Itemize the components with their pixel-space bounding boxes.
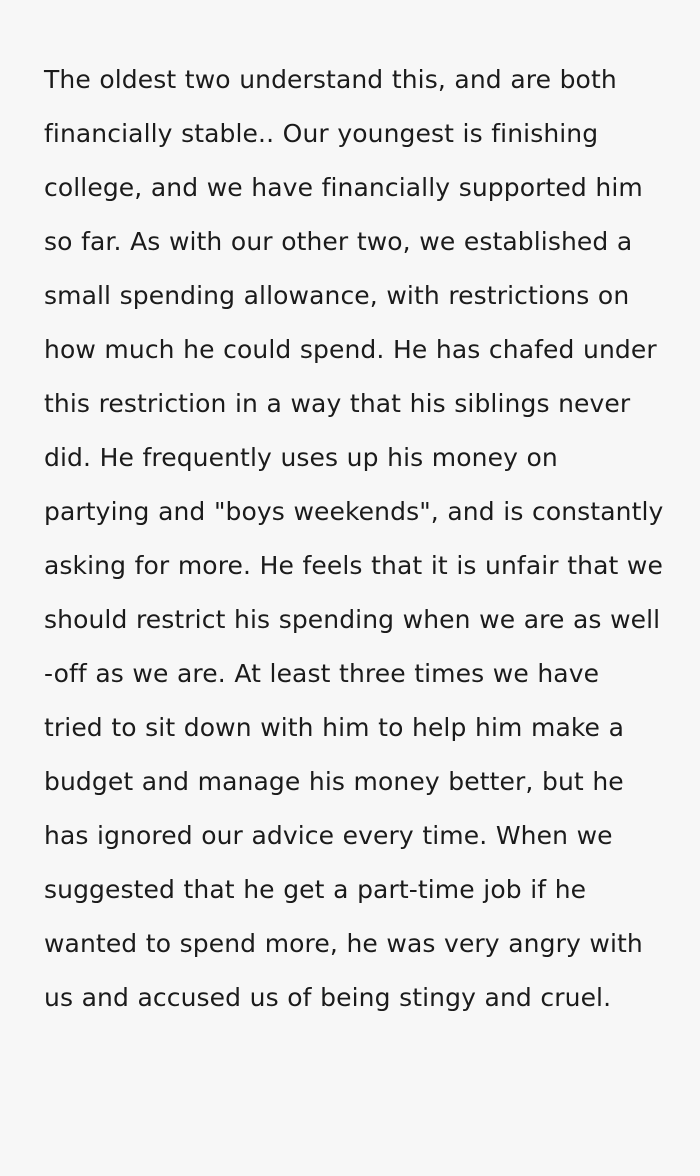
story-paragraph: The oldest two understand this, and are both financially stable.. Our youngest is finishing college, and we have financially supported him so far. As with our other two, we established a small spending allowance, with restrictions on how much he could spend. He has chafed under this restriction in a way that his siblings never did. He frequently uses up his money on partying and "boys weekends", and is constantly asking for more. He feels that it is unfair that we should restrict his spending when we are as well -off as we are. At least three times we have tried to sit down with him to help him make a budget and manage his money better, but he has ignored our advice every time. When we suggested that he get a part-time job if he wanted to spend more, he was very angry with us and accused us of being stingy and cruel. <box>44 65 672 1012</box>
